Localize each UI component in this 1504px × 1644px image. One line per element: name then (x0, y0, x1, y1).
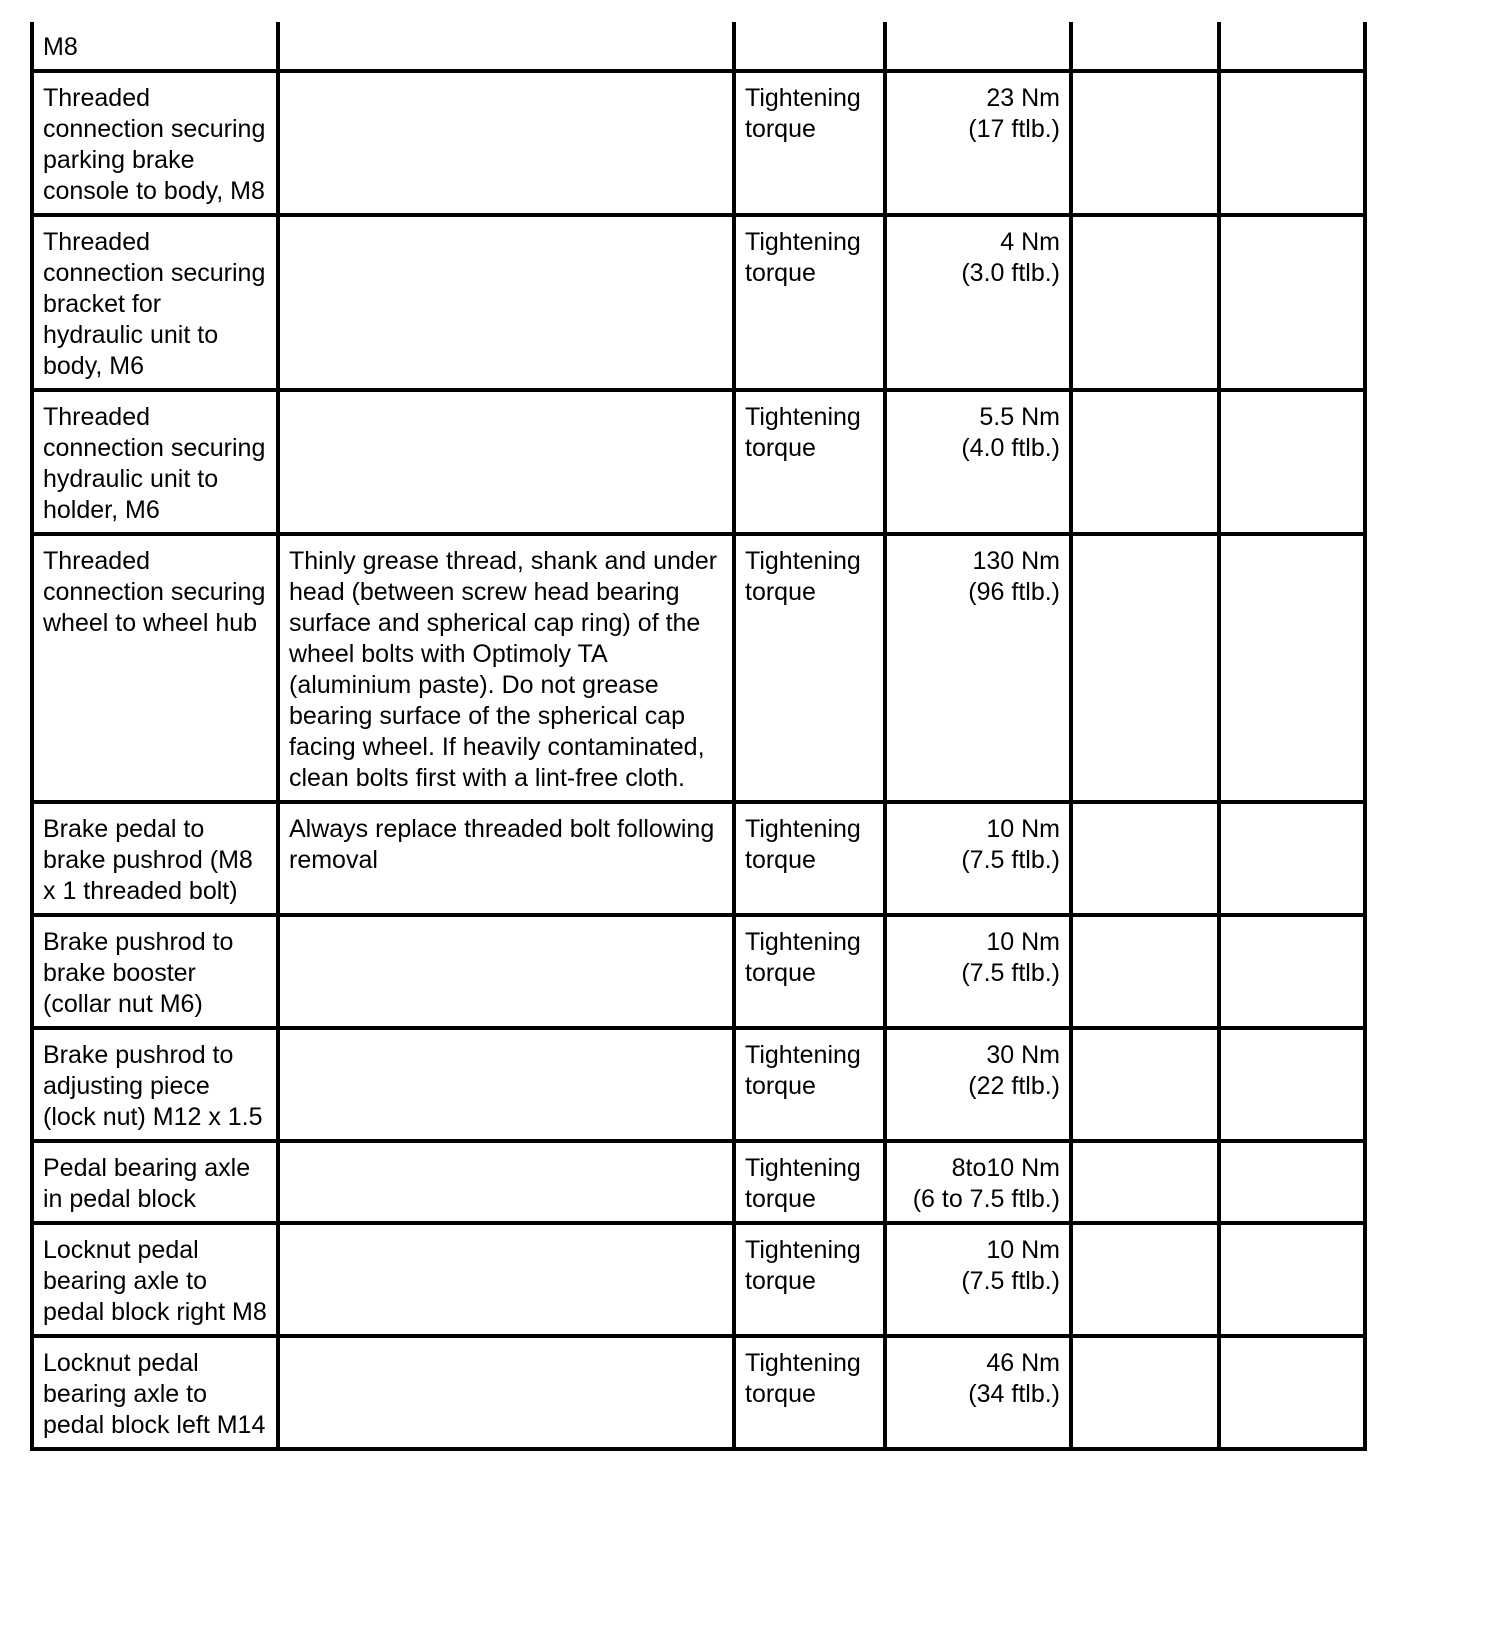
table-row (32, 1223, 1365, 1336)
torque-type-cell: Tightening torque (734, 534, 885, 802)
empty-cell (1219, 22, 1365, 71)
torque-value-cell (885, 1028, 1071, 1141)
table-row (32, 1141, 1365, 1223)
component-cell: Threaded connection securing bracket for hydraulic unit to body, M6 (32, 215, 278, 390)
torque-value-cell (885, 22, 1071, 71)
torque-type-cell (734, 22, 885, 71)
imperial-value: (7.5 ftlb.) (961, 959, 1060, 987)
torque-type-cell: Tightening torque (734, 1141, 885, 1223)
note-cell (278, 390, 734, 534)
empty-cell (1219, 215, 1365, 390)
torque-spec-table-container (30, 22, 1367, 1451)
torque-value-cell (885, 534, 1071, 802)
metric-value: 8to10 Nm (951, 1154, 1060, 1182)
empty-cell (1219, 1141, 1365, 1223)
empty-cell (1219, 802, 1365, 915)
torque-type-cell: Tightening torque (734, 215, 885, 390)
table-row (32, 1336, 1365, 1449)
note-cell (278, 1028, 734, 1141)
imperial-value: (4.0 ftlb.) (961, 434, 1060, 462)
component-cell: Threaded connection securing wheel to wheel hub (32, 534, 278, 802)
table-row (32, 1028, 1365, 1141)
component-cell: Brake pushrod to adjusting piece (lock nut) M12 x 1.5 (32, 1028, 278, 1141)
empty-cell (1219, 1028, 1365, 1141)
torque-value-cell (885, 71, 1071, 215)
metric-value: 23 Nm (986, 84, 1060, 112)
torque-value-cell (885, 915, 1071, 1028)
empty-cell (1071, 390, 1219, 534)
imperial-value: (96 ftlb.) (968, 578, 1060, 606)
component-cell: M8 (32, 22, 278, 71)
component-cell: Locknut pedal bearing axle to pedal block left M14 (32, 1336, 278, 1449)
empty-cell (1071, 71, 1219, 215)
table-body (32, 22, 1365, 1449)
torque-value-cell (885, 1141, 1071, 1223)
empty-cell (1219, 390, 1365, 534)
empty-cell (1219, 1336, 1365, 1449)
component-cell: Pedal bearing axle in pedal block (32, 1141, 278, 1223)
imperial-value: (7.5 ftlb.) (961, 846, 1060, 874)
note-cell (278, 71, 734, 215)
metric-value: 10 Nm (986, 928, 1060, 956)
torque-type-cell: Tightening torque (734, 1223, 885, 1336)
imperial-value: (17 ftlb.) (968, 115, 1060, 143)
metric-value: 46 Nm (986, 1349, 1060, 1377)
empty-cell (1219, 71, 1365, 215)
note-cell (278, 215, 734, 390)
empty-cell (1071, 1028, 1219, 1141)
note-cell (278, 915, 734, 1028)
torque-value-cell (885, 1336, 1071, 1449)
component-cell: Brake pushrod to brake booster (collar nut M6) (32, 915, 278, 1028)
empty-cell (1071, 1223, 1219, 1336)
torque-value-cell (885, 215, 1071, 390)
empty-cell (1219, 1223, 1365, 1336)
torque-type-cell: Tightening torque (734, 1028, 885, 1141)
note-cell: Thinly grease thread, shank and under head (between screw head bearing surface and spherical cap ring) of the wheel bolts with Optimoly TA (aluminium paste). Do not grease bearing surface of the spherical cap facing wheel. If heavily contaminated, clean bolts first with a lint-free cloth. (278, 534, 734, 802)
torque-type-cell: Tightening torque (734, 1336, 885, 1449)
torque-spec-table (30, 22, 1367, 1451)
note-cell (278, 1336, 734, 1449)
metric-value: 30 Nm (986, 1041, 1060, 1069)
note-cell (278, 22, 734, 71)
note-cell (278, 1223, 734, 1336)
empty-cell (1219, 915, 1365, 1028)
torque-type-cell: Tightening torque (734, 390, 885, 534)
metric-value: 10 Nm (986, 815, 1060, 843)
empty-cell (1071, 802, 1219, 915)
torque-type-cell: Tightening torque (734, 915, 885, 1028)
table-row (32, 71, 1365, 215)
metric-value: 130 Nm (972, 547, 1060, 575)
note-cell: Always replace threaded bolt following removal (278, 802, 734, 915)
metric-value: 10 Nm (986, 1236, 1060, 1264)
imperial-value: (34 ftlb.) (968, 1380, 1060, 1408)
table-row (32, 22, 1365, 71)
torque-type-cell: Tightening torque (734, 802, 885, 915)
empty-cell (1071, 1336, 1219, 1449)
imperial-value: (3.0 ftlb.) (961, 259, 1060, 287)
imperial-value: (22 ftlb.) (968, 1072, 1060, 1100)
table-row (32, 390, 1365, 534)
table-row (32, 215, 1365, 390)
empty-cell (1071, 534, 1219, 802)
component-cell: Brake pedal to brake pushrod (M8 x 1 threaded bolt) (32, 802, 278, 915)
note-cell (278, 1141, 734, 1223)
empty-cell (1071, 215, 1219, 390)
component-cell: Threaded connection securing hydraulic unit to holder, M6 (32, 390, 278, 534)
torque-type-cell: Tightening torque (734, 71, 885, 215)
table-row (32, 534, 1365, 802)
table-row (32, 802, 1365, 915)
empty-cell (1071, 915, 1219, 1028)
table-row (32, 915, 1365, 1028)
torque-value-cell (885, 390, 1071, 534)
empty-cell (1071, 22, 1219, 71)
imperial-value: (7.5 ftlb.) (961, 1267, 1060, 1295)
component-cell: Locknut pedal bearing axle to pedal block right M8 (32, 1223, 278, 1336)
empty-cell (1219, 534, 1365, 802)
imperial-value: (6 to 7.5 ftlb.) (912, 1185, 1060, 1213)
torque-value-cell (885, 802, 1071, 915)
empty-cell (1071, 1141, 1219, 1223)
metric-value: 4 Nm (1000, 228, 1060, 256)
component-cell: Threaded connection securing parking brake console to body, M8 (32, 71, 278, 215)
metric-value: 5.5 Nm (979, 403, 1060, 431)
torque-value-cell (885, 1223, 1071, 1336)
